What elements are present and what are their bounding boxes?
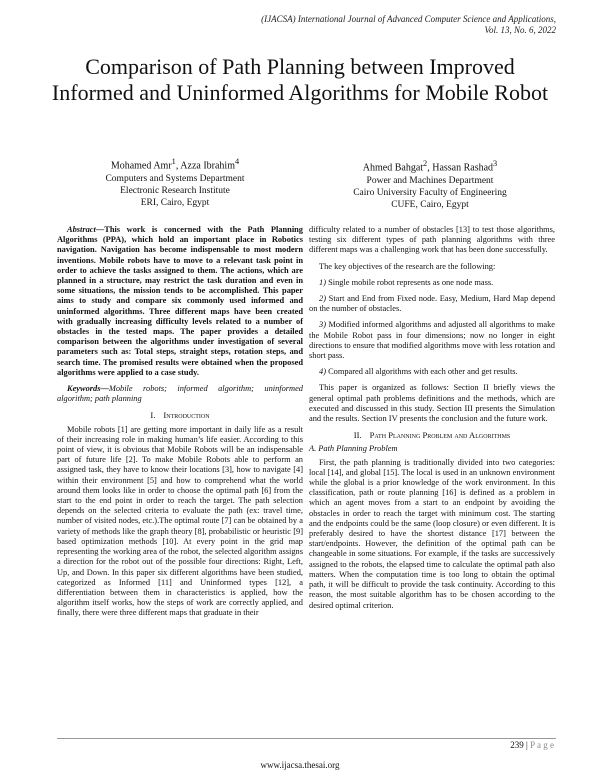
paragraph: difficulty related to a number of obstacles [13] to test those algorithms, testing six different types of path planning algorithms with three different maps was a challenging work that has been done successfully. (309, 225, 555, 255)
section-title: Path Planning Problem and Algorithms (369, 430, 511, 441)
author-sup: 1 (171, 157, 176, 166)
journal-header (261, 14, 556, 36)
abstract-text: This work is concerned with the Path Planning Algorithms (PPA), which hold an important place in Robotics navigation. Navigation has become indispensable to most modern inventions. Mobile robots have to move to a relevant task point in order to achieve the tasks assigned to them. The actions, which are planned in a structure, may restrict the task duration and even in some situations, the mission tends to be accomplished. This paper aims to study and compare six commonly used informed and uninformed algorithms. Three different maps have been created with gradually increasing difficulty levels related to a number of obstacles in the tested maps. The paper provides a detailed comparison between the algorithms under investigation of several parameters such as: Total steps, straight steps, rotation steps, and search time. The promised results were obtained when the proposed algorithms were applied to a case study. (57, 225, 303, 377)
affiliation-line: Computers and Systems Department (105, 174, 245, 185)
subsection-heading: A. Path Planning Problem (309, 444, 398, 454)
affiliation-line: CUFE, Cairo, Egypt (391, 200, 469, 211)
author-block-left (70, 156, 280, 209)
affiliation-line: ERI, Cairo, Egypt (140, 198, 210, 209)
objective-item (309, 278, 555, 288)
author-name: Mohamed Amr (110, 160, 172, 172)
right-column (309, 225, 555, 617)
objective-text: Single mobile robot represents as one node mass. (328, 277, 494, 287)
objective-text: Start and End from Fixed node. Easy, Medium, Hard Map depend on the number of obstacles. (309, 294, 556, 314)
author-block-right (330, 158, 530, 211)
section-title: Introduction (163, 410, 210, 421)
intro-paragraph: Mobile robots [1] are getting more important in daily life as a result of their increasing role in making human’s life easier. According to this point of view, it is obvious that Mobile Robots will be an indispensable part of future life [2]. To make Mobile Robots able to perform an assigned task, they have to know their locations [3], how to navigate [4] within their environment [5] and how to comprehend what the world around them looks like in order to choose the optimal path [6] from the start to the end point in order to reach the target. The path selection depends on the selected criteria to evaluate the path (ex: travel time, number of visited nodes, etc.).The optimal route [7] can be obtained by a variety of methods like the graph theory [8], probabilistic or heuristic [9] based optimization methods [10]. At every point in the grid map representing the working area of the robot, the selected algorithm assigns a direction for the robot out of the possible four directions: Right, Left, Up, and Down. In this paper six different algorithms have been studied, categorized as Informed [11] and Uninformed types [12], a differentiation between them in characteristics is applied, how the algorithm itself works, how the steps of work are correctly applied, and finally, there were three different maps that graduate in their (57, 424, 303, 618)
affiliation-line: Power and Machines Department (366, 176, 494, 187)
author-sup: 2 (423, 159, 428, 168)
author-name: Azza Ibrahim (180, 160, 235, 172)
author-sup: 3 (493, 159, 498, 168)
page-number: 239 | P a g e (510, 740, 554, 750)
keywords: Keywords—Mobile robots; informed algorithm; uninformed algorithm; path planning (57, 384, 303, 404)
objective-item (309, 294, 555, 314)
section-heading-path-planning (309, 430, 555, 440)
abstract: Abstract—This work is concerned with the Path Planning Algorithms (PPA), which hold an important place in Robotics navigation. Navigation has become indispensable to most modern inventions. Mobile robots have to move to a relevant task point in order to achieve the tasks assigned to them. The actions, which are planned in a structure, may restrict the task duration and even in some situations, the mission tends to be accomplished. This paper aims to study and compare six commonly used informed and uninformed algorithms. Three different maps have been created with gradually increasing difficulty levels related to a number of obstacles in the tested maps. The paper provides a detailed comparison between the algorithms under investigation of several parameters such as: Total steps, straight steps, rotation steps, and search time. The promised results were obtained when the proposed algorithms were applied to a case study. (57, 225, 303, 377)
keywords-text: Mobile robots; informed algorithm; uninformed algorithm; path planning (57, 384, 303, 404)
author-name: Ahmed Bahgat (362, 162, 424, 174)
objective-number: 1) (319, 277, 326, 287)
objective-number: 2) (319, 294, 326, 304)
objective-number: 4) (319, 367, 326, 377)
objective-item (309, 367, 555, 377)
affiliation-line: Electronic Research Institute (120, 186, 230, 197)
journal-header-line2: Vol. 13, No. 6, 2022 (484, 25, 556, 35)
left-column (57, 225, 303, 625)
objective-text: Modified informed algorithms and adjusted all algorithms to make the Mobile Robot pass in four dimensions; now no longer in eight directions to ensure that modified algorithms move with less rotation and short pass. (309, 320, 555, 361)
keywords-label: Keywords (67, 384, 101, 394)
objective-text: Compared all algorithms with each other and get results. (328, 367, 518, 377)
page-number-value: 239 (510, 740, 524, 750)
paragraph: This paper is organized as follows: Section II briefly views the general optimal path problems definitions and the methods, which are executed and discussed in this study. Section III presents the Simulation and the results. Section IV presents the conclusion and the future work. (309, 383, 555, 424)
author-names: Mohamed Amr$^1$, Azza Ibrahim$^4$ (110, 157, 240, 172)
affiliation-line: Cairo University Faculty of Engineering (353, 188, 507, 199)
objective-number: 3) (319, 320, 326, 330)
section-number: II. (353, 430, 362, 441)
journal-url[interactable]: www.ijacsa.thesai.org (260, 760, 340, 770)
paragraph: First, the path planning is traditionally divided into two categories: local [14], and global [15]. The local is used in an unknown environment while the global is a prior knowledge of the work environment. In this classification, path or route planning [16] is defined as a problem in which an agent moves from a start to an endpoint by avoiding the obstacles in order to reach the target with minimum cost. The starting and the endpoints could be the same (loop closure) or even different. It is preferably desired to have the shortest distance [17] between the start/endpoints. However, the definition of the optimal path can be changeable in some situations. For example, if the tasks are successively assigned to the robots, the elapsed time to calculate the optimal path also matters. When the computation time is too long to obtain the optimal path, it will be difficult to provide the task continuity. According to this reason, the most suitable algorithm has to be chosen according to the desired optimal criterion. (309, 457, 555, 610)
footer-rule (57, 738, 556, 739)
author-sup: 4 (234, 157, 240, 166)
objective-item (309, 320, 555, 361)
journal-header-line1: (IJACSA) International Journal of Advanced Computer Science and Applications, (261, 14, 556, 24)
paper-title: Comparison of Path Planning between Improved Informed and Uninformed Algorithms for Mobile Robot (51, 54, 549, 105)
paragraph: The key objectives of the research are the following: (319, 261, 496, 271)
page-label: P a g e (530, 740, 554, 750)
author-names: Ahmed Bahgat$^2$, Hassan Rashad$^3$ (362, 159, 498, 174)
section-number: I. (150, 410, 156, 421)
abstract-label: Abstract (67, 225, 96, 234)
section-heading-introduction (57, 410, 303, 420)
author-name: Hassan Rashad (432, 162, 494, 174)
